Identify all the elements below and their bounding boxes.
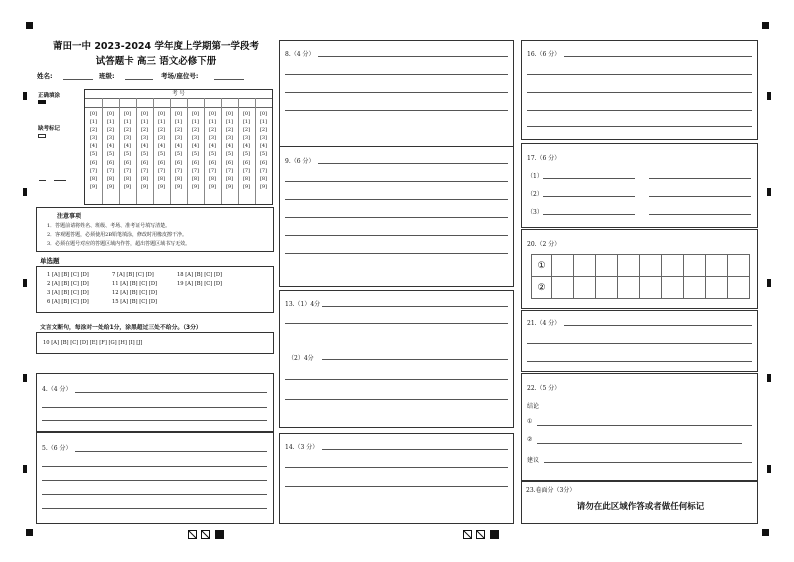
digit-bubble[interactable]: [4] [157,143,166,150]
digit-bubble[interactable]: [8] [174,175,183,182]
q16-label: 16.（6 分） [527,51,561,58]
grid-cell[interactable] [574,255,596,277]
q22-item-1: ① [527,418,533,425]
q9-label: 9.（6 分） [285,158,315,165]
answer-line[interactable] [285,379,508,380]
q17-item-3: （3） [527,209,543,216]
exam-id-column [189,110,203,191]
corner-mark-bottom-left [26,529,33,536]
q17-box [521,143,758,228]
single-choice-title: 单选题 [40,257,60,265]
digit-bubble[interactable]: [7] [174,167,183,174]
digit-bubble[interactable]: [5] [106,151,115,158]
answer-line[interactable] [649,196,751,197]
answer-line[interactable] [285,199,508,200]
digit-bubble[interactable]: [2] [157,127,166,134]
digit-bubble[interactable]: [1] [123,119,132,126]
digit-bubble[interactable]: [2] [89,127,98,134]
digit-bubble[interactable]: [4] [123,143,132,150]
answer-line[interactable] [649,214,751,215]
timing-mark [23,374,27,382]
answer-line[interactable] [537,443,742,444]
notice-item-1: 1．答题前请将姓名、班级、考场、准考证号填写清楚。 [47,223,171,229]
digit-bubble[interactable]: [0] [225,111,234,117]
choice-row [47,289,272,298]
q22-conclusion-label: 结论 [527,403,540,410]
digit-bubble[interactable]: [5] [259,151,268,158]
digit-bubble[interactable]: [7] [140,167,149,174]
digit-bubble[interactable]: [4] [174,143,183,150]
absent-mark-box[interactable] [38,134,46,138]
answer-line[interactable] [285,253,508,254]
digit-bubble[interactable]: [9] [259,183,268,190]
grid-cell[interactable] [662,255,684,277]
digit-bubble[interactable]: [1] [89,119,98,126]
digit-bubble[interactable]: [2] [242,127,251,134]
answer-line[interactable] [527,74,752,75]
answer-line[interactable] [285,235,508,236]
digit-bubble[interactable]: [4] [259,143,268,150]
digit-bubble[interactable]: [0] [208,111,217,117]
digit-bubble[interactable]: [9] [123,183,132,190]
exam-id-column [121,110,135,191]
digit-bubble[interactable]: [4] [140,143,149,150]
digit-bubble[interactable]: [7] [259,167,268,174]
q5-label: 5.（6 分） [42,445,72,452]
timing-mark [23,188,27,196]
grid-cell[interactable] [552,255,574,277]
q13-part1-label: 13.（1）4分 [285,301,321,308]
digit-bubble[interactable]: [3] [242,135,251,142]
grid-cell[interactable] [596,255,618,277]
single-choice-box [36,266,274,313]
exam-id-grid [84,89,273,205]
single-choice-rows [47,271,272,307]
choice-item[interactable]: 12 [A] [B] [C] [D] [112,290,158,296]
answer-line[interactable] [543,178,635,179]
digit-bubble[interactable]: [5] [174,151,183,158]
answer-line[interactable] [42,407,267,408]
digit-bubble[interactable]: [5] [191,151,200,158]
q4-box [36,373,274,432]
digit-bubble[interactable]: [7] [191,167,200,174]
digit-bubble[interactable]: [0] [174,111,183,117]
exam-id-columns [85,107,272,204]
exam-id-column [240,110,254,191]
answer-line[interactable] [285,486,508,487]
name-field[interactable] [63,79,93,80]
digit-bubble[interactable]: [9] [140,183,149,190]
digit-bubble[interactable]: [9] [157,183,166,190]
digit-bubble[interactable]: [0] [140,111,149,117]
digit-bubble[interactable]: [2] [123,127,132,134]
grid-cell[interactable] [618,277,640,299]
choice-item[interactable]: 7 [A] [B] [C] [D] [112,272,154,278]
answer-line[interactable] [322,306,508,307]
answer-line[interactable] [42,494,267,495]
notice-item-3: 3．必须在题号对应的答题区域内作答，超出答题区域书写无效。 [47,241,191,247]
q22-suggestion-label: 建议 [527,457,540,464]
digit-bubble[interactable]: [9] [208,183,217,190]
choice-item[interactable]: 11 [A] [B] [C] [D] [112,281,158,287]
digit-bubble[interactable]: [6] [89,159,98,166]
page-marks-left [188,530,228,539]
grid-cell[interactable] [552,277,574,299]
digit-bubble[interactable]: [8] [242,175,251,182]
timing-mark [767,92,771,100]
answer-line[interactable] [285,467,508,468]
correct-fill-label: 正确填涂 [38,93,61,99]
digit-bubble[interactable]: [3] [225,135,234,142]
digit-bubble[interactable]: [6] [106,159,115,166]
digit-bubble[interactable]: [1] [208,119,217,126]
digit-bubble[interactable]: [4] [225,143,234,150]
answer-line[interactable] [75,392,267,393]
q21-label: 21.（4 分） [527,320,561,327]
corner-mark-top-right [762,22,769,29]
digit-bubble[interactable]: [7] [106,167,115,174]
answer-line[interactable] [42,480,267,481]
choice-item[interactable]: 15 [A] [B] [C] [D] [112,299,158,305]
q13-part2-label: （2）4分 [288,355,314,362]
digit-bubble[interactable]: [2] [191,127,200,134]
exam-id-column [223,110,237,191]
answer-line[interactable] [318,163,508,164]
digit-bubble[interactable]: [9] [191,183,200,190]
digit-bubble[interactable]: [8] [89,175,98,182]
digit-bubble[interactable]: [8] [106,175,115,182]
answer-line[interactable] [564,325,752,326]
correct-fill-sample [38,100,46,104]
digit-bubble[interactable]: [1] [106,119,115,126]
digit-bubble[interactable]: [7] [123,167,132,174]
q4-label: 4.（4 分） [42,386,72,393]
grid-cell[interactable] [618,255,640,277]
digit-bubble[interactable]: [0] [259,111,268,117]
digit-bubble[interactable]: [6] [157,159,166,166]
q20-character-grid [531,254,750,299]
digit-bubble[interactable]: [3] [157,135,166,142]
answer-line[interactable] [322,359,508,360]
digit-bubble[interactable]: [8] [157,175,166,182]
digit-bubble[interactable]: [3] [191,135,200,142]
digit-bubble[interactable]: [6] [208,159,217,166]
digit-bubble[interactable]: [4] [242,143,251,150]
timing-mark [767,279,771,287]
digit-bubble[interactable]: [8] [140,175,149,182]
digit-bubble[interactable]: [0] [106,111,115,117]
room-field[interactable] [214,79,244,80]
corner-mark-bottom-right [762,529,769,536]
digit-bubble[interactable]: [0] [157,111,166,117]
digit-bubble[interactable]: [7] [157,167,166,174]
q5-box [36,432,274,524]
answer-line[interactable] [285,110,508,111]
choice-item[interactable]: 6 [A] [B] [C] [D] [47,299,89,305]
exam-id-column [172,110,186,191]
digit-bubble[interactable]: [5] [225,151,234,158]
digit-bubble[interactable]: [5] [208,151,217,158]
answer-line[interactable] [285,92,508,93]
answer-line[interactable] [527,110,752,111]
digit-bubble[interactable]: [0] [191,111,200,117]
digit-bubble[interactable]: [6] [174,159,183,166]
timing-mark [767,374,771,382]
notice-item-2: 2．客观题答题，必须使用2B铅笔填涂，修改时用橡皮擦干净。 [47,232,188,238]
grid-cell[interactable] [684,255,706,277]
digit-bubble[interactable]: [2] [106,127,115,134]
grid-cell[interactable] [684,277,706,299]
q17-label: 17.（6 分） [527,155,561,162]
no-mark-warning: 请勿在此区域作答或者做任何标记 [576,502,705,512]
exam-id-header: 考 号 [85,90,272,99]
choice-row [47,280,272,289]
digit-bubble[interactable]: [3] [123,135,132,142]
answer-line[interactable] [285,399,508,400]
grid-cell[interactable] [706,277,728,299]
digit-bubble[interactable]: [6] [140,159,149,166]
answer-line[interactable] [318,56,508,57]
digit-bubble[interactable]: [1] [242,119,251,126]
digit-bubble[interactable]: [9] [242,183,251,190]
page-marks-right [463,530,503,539]
digit-bubble[interactable]: [5] [89,151,98,158]
q20-mark-1: ① [532,255,552,277]
corner-mark-top-left [26,22,33,29]
answer-line[interactable] [537,425,752,426]
digit-bubble[interactable]: [7] [225,167,234,174]
digit-bubble[interactable]: [0] [89,111,98,117]
grid-cell[interactable] [706,255,728,277]
answer-line[interactable] [42,420,267,421]
exam-id-column [155,110,169,191]
page-mark-icon [188,530,228,539]
digit-bubble[interactable]: [0] [242,111,251,117]
digit-bubble[interactable]: [0] [123,111,132,117]
digit-bubble[interactable]: [3] [174,135,183,142]
choice-row [47,298,272,307]
digit-bubble[interactable]: [3] [259,135,268,142]
name-label: 姓名: [37,72,53,80]
digit-bubble[interactable]: [9] [89,183,98,190]
classical-title: 文言文断句，每涂对一处给1分，涂黑超过三处不给分。（3分） [40,325,202,331]
page-mark-icon [463,530,503,539]
answer-line[interactable] [75,451,267,452]
class-label: 班级: [99,72,115,80]
digit-bubble[interactable]: [1] [259,119,268,126]
q22-item-2: ② [527,436,533,443]
digit-bubble[interactable]: [6] [191,159,200,166]
digit-bubble[interactable]: [6] [242,159,251,166]
q20-label: 20.（2 分） [527,241,561,248]
digit-bubble[interactable]: [1] [174,119,183,126]
choice-item[interactable]: 18 [A] [B] [C] [D] [177,272,223,278]
q22-label: 22.（5 分） [527,385,561,392]
digit-bubble[interactable]: [4] [89,143,98,150]
grid-cell[interactable] [574,277,596,299]
digit-bubble[interactable]: [1] [191,119,200,126]
timing-mark [767,465,771,473]
exam-id-column [87,110,101,191]
choice-item[interactable]: 3 [A] [B] [C] [D] [47,290,89,296]
notice-title: 注意事项 [57,213,82,220]
answer-line[interactable] [527,92,752,93]
digit-bubble[interactable]: [9] [174,183,183,190]
classical-box [36,332,274,354]
class-field[interactable] [125,79,153,80]
answer-line[interactable] [649,178,751,179]
choice-row [47,271,272,280]
digit-bubble[interactable]: [2] [174,127,183,134]
answer-line[interactable] [527,361,752,362]
dash-mark [39,180,46,181]
digit-bubble[interactable]: [3] [89,135,98,142]
title-line-1: 莆田一中 2023-2024 学年度上学期第一学段考 [53,41,259,52]
digit-bubble[interactable]: [1] [140,119,149,126]
digit-bubble[interactable]: [8] [191,175,200,182]
digit-bubble[interactable]: [9] [106,183,115,190]
exam-id-column [257,110,271,191]
q14-label: 14.（3 分） [285,444,319,451]
answer-line[interactable] [544,462,752,463]
digit-bubble[interactable]: [8] [225,175,234,182]
digit-bubble[interactable]: [3] [140,135,149,142]
digit-bubble[interactable]: [5] [157,151,166,158]
answer-line[interactable] [322,449,508,450]
digit-bubble[interactable]: [7] [208,167,217,174]
dash-mark [54,180,66,181]
digit-bubble[interactable]: [7] [89,167,98,174]
q22-box [521,373,758,481]
grid-cell[interactable] [640,255,662,277]
digit-bubble[interactable]: [5] [242,151,251,158]
answer-line[interactable] [42,466,267,467]
q17-item-1: （1） [527,173,543,180]
q20-mark-2: ② [532,277,552,299]
choice-item[interactable]: 1 [A] [B] [C] [D] [47,272,89,278]
digit-bubble[interactable]: [2] [208,127,217,134]
q17-item-2: （2） [527,191,543,198]
digit-bubble[interactable]: [3] [106,135,115,142]
q23-box [521,481,758,524]
room-label: 考场/座位号: [161,72,199,80]
digit-bubble[interactable]: [4] [106,143,115,150]
timing-mark [23,92,27,100]
digit-bubble[interactable]: [2] [259,127,268,134]
digit-bubble[interactable]: [4] [191,143,200,150]
digit-bubble[interactable]: [6] [225,159,234,166]
choice-item[interactable]: 2 [A] [B] [C] [D] [47,281,89,287]
exam-id-column [104,110,118,191]
digit-bubble[interactable]: [5] [140,151,149,158]
grid-cell[interactable] [728,277,750,299]
digit-bubble[interactable]: [2] [140,127,149,134]
q20-box [521,229,758,309]
answer-line[interactable] [527,126,752,127]
digit-bubble[interactable]: [2] [225,127,234,134]
digit-bubble[interactable]: [1] [225,119,234,126]
digit-bubble[interactable]: [5] [123,151,132,158]
digit-bubble[interactable]: [6] [259,159,268,166]
q14-box [279,433,514,524]
digit-bubble[interactable]: [7] [242,167,251,174]
exam-id-column [206,110,220,191]
grid-cell[interactable] [728,255,750,277]
answer-line[interactable] [527,343,752,344]
digit-bubble[interactable]: [9] [225,183,234,190]
digit-bubble[interactable]: [3] [208,135,217,142]
q21-box [521,310,758,372]
answer-line[interactable] [564,56,752,57]
divider [280,146,513,147]
timing-mark [23,279,27,287]
notice-box [36,207,274,252]
q8-label: 8.（4 分） [285,51,315,58]
q8-q9-box [279,40,514,287]
exam-id-column [138,110,152,191]
answer-line[interactable] [543,214,635,215]
absent-mark-label: 缺考标记 [38,126,61,132]
timing-mark [23,465,27,473]
answer-line[interactable] [285,181,508,182]
grid-cell[interactable] [640,277,662,299]
digit-bubble[interactable]: [8] [259,175,268,182]
answer-line[interactable] [285,74,508,75]
digit-bubble[interactable]: [1] [157,119,166,126]
timing-mark [767,188,771,196]
q13-box [279,290,514,428]
digit-bubble[interactable]: [8] [208,175,217,182]
q16-box [521,40,758,140]
answer-line[interactable] [42,508,267,509]
digit-bubble[interactable]: [8] [123,175,132,182]
answer-line[interactable] [285,323,508,324]
digit-bubble[interactable]: [6] [123,159,132,166]
answer-line[interactable] [543,196,635,197]
q23-label: 23.卷面分（3分） [526,487,576,494]
digit-bubble[interactable]: [4] [208,143,217,150]
classical-options[interactable]: 10 [A] [B] [C] [D] [E] [F] [G] [H] [I] [J] [43,340,143,346]
title-line-2: 试答题卡 高三 语文必修下册 [95,56,217,67]
choice-item[interactable]: 19 [A] [B] [C] [D] [177,281,223,287]
answer-line[interactable] [285,217,508,218]
grid-cell[interactable] [596,277,618,299]
grid-cell[interactable] [662,277,684,299]
